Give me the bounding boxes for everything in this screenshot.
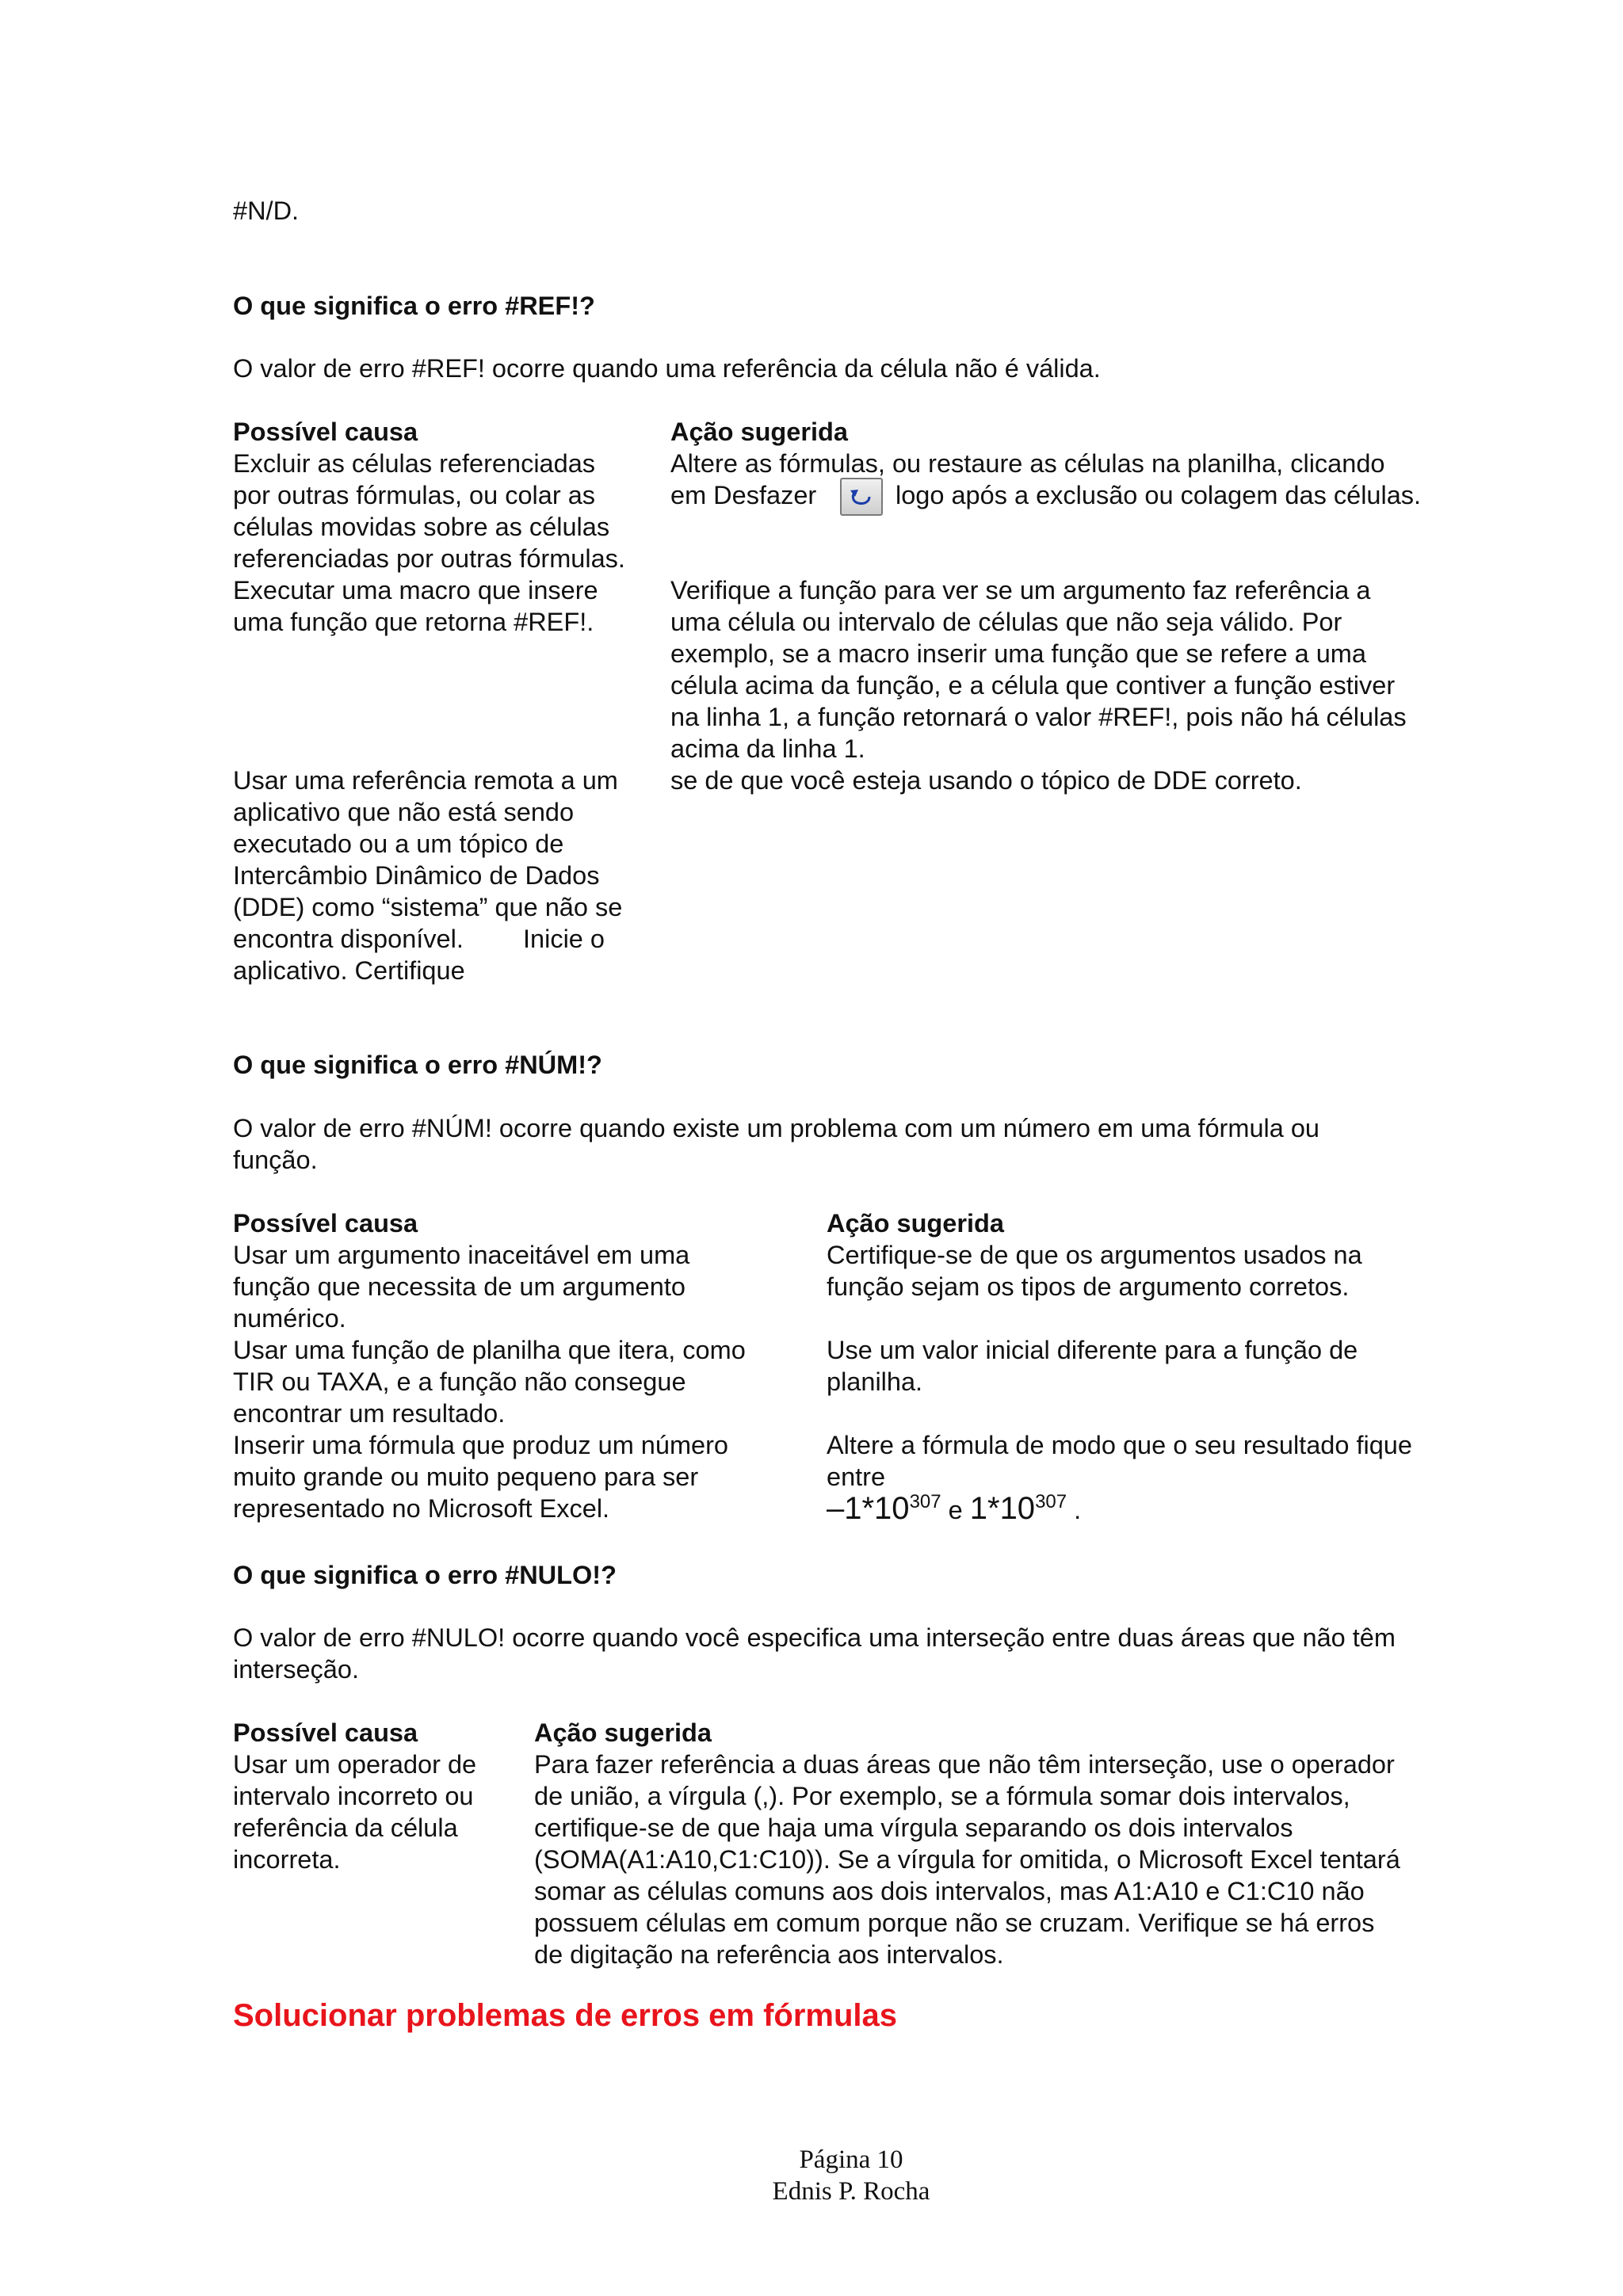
ref-action2-line: uma célula ou intervalo de células que não seja válido. Por	[670, 608, 1342, 636]
ref-action2-line: na linha 1, a função retornará o valor #REF!, pois não há células	[670, 703, 1407, 731]
num-intro-line: função.	[233, 1146, 318, 1174]
ref-action2-line: Verifique a função para ver se um argumento faz referência a	[670, 576, 1371, 605]
num-cause1-line: numérico.	[233, 1304, 346, 1333]
ref-cause3-line: executado ou a um tópico de	[233, 830, 564, 858]
ref-cause-line: por outras fórmulas, ou colar as	[233, 481, 596, 509]
num-cause1-line: função que necessita de um argumento	[233, 1272, 685, 1301]
ref-cause3-line: Intercâmbio Dinâmico de Dados	[233, 861, 600, 890]
ref-cause-line: referenciadas por outras fórmulas.	[233, 544, 625, 573]
num-cause2-line: Usar uma função de planilha que itera, como	[233, 1336, 746, 1364]
nulo-action-line: (SOMA(A1:A10,C1:C10)). Se a vírgula for omitida, o Microsoft Excel tentará	[534, 1845, 1400, 1874]
footer-page-number: Página 10	[799, 2145, 903, 2174]
ref-action1-line-post: logo após a exclusão ou colagem das células.	[896, 481, 1422, 509]
num-intro-line: O valor de erro #NÚM! ocorre quando existe um problema com um número em uma fórmula ou	[233, 1114, 1319, 1142]
num-action1-line: função sejam os tipos de argumento corretos.	[827, 1272, 1350, 1301]
ref-cause-header: Possível causa	[233, 418, 418, 446]
ref-cause-line: Executar uma macro que insere	[233, 576, 598, 605]
formula-part: .	[1067, 1496, 1082, 1524]
formula-exponent: 307	[909, 1491, 941, 1512]
ref-cause3-line: encontra disponível.	[233, 925, 464, 953]
ref-cause3-line: Inicie o	[523, 925, 605, 953]
formula-exponent: 307	[1035, 1491, 1067, 1512]
section-heading-solucionar: Solucionar problemas de erros em fórmulas	[233, 1998, 898, 2033]
nulo-action-line: somar as células comuns aos dois intervalos, mas A1:A10 e C1:C10 não	[534, 1877, 1365, 1905]
formula-part: e	[941, 1496, 970, 1524]
nulo-action-line: de digitação na referência aos intervalos.	[534, 1940, 1004, 1969]
nulo-intro-line: O valor de erro #NULO! ocorre quando você especifica uma interseção entre duas áreas que não têm	[233, 1623, 1396, 1652]
formula-part: 1*10	[969, 1491, 1036, 1526]
nulo-cause-line: incorreta.	[233, 1845, 341, 1874]
ref-action2-line: exemplo, se a macro inserir uma função que se refere a uma	[670, 639, 1366, 668]
num-action1-line: Certifique-se de que os argumentos usados na	[827, 1241, 1362, 1269]
nulo-action-line: Para fazer referência a duas áreas que não têm interseção, use o operador	[534, 1750, 1395, 1779]
num-cause2-line: encontrar um resultado.	[233, 1399, 506, 1428]
nulo-cause-header: Possível causa	[233, 1718, 418, 1747]
undo-icon	[840, 478, 883, 516]
ref-action2-line: célula acima da função, e a célula que contiver a função estiver	[670, 671, 1396, 700]
num-cause3-line: representado no Microsoft Excel.	[233, 1494, 610, 1523]
num-formula	[827, 1493, 1081, 1526]
nulo-heading: O que significa o erro #NULO!?	[233, 1561, 617, 1589]
ref-cause-line: Excluir as células referenciadas	[233, 449, 596, 478]
num-heading: O que significa o erro #NÚM!?	[233, 1051, 602, 1079]
num-cause3-line: muito grande ou muito pequeno para ser	[233, 1463, 699, 1491]
ref-action2-line: acima da linha 1.	[670, 734, 865, 763]
top-fragment: #N/D.	[233, 196, 300, 225]
num-action3-line: entre	[827, 1463, 886, 1491]
nulo-action-line: certifique-se de que haja uma vírgula separando os dois intervalos	[534, 1814, 1293, 1842]
nulo-action-line: de união, a vírgula (,). Por exemplo, se a fórmula somar dois intervalos,	[534, 1782, 1350, 1810]
nulo-cause-line: Usar um operador de	[233, 1750, 477, 1779]
ref-cause3-line: (DDE) como “sistema” que não se	[233, 893, 623, 921]
nulo-cause-line: referência da célula	[233, 1814, 458, 1842]
nulo-action-line: possuem células em comum porque não se cruzam. Verifique se há erros	[534, 1909, 1375, 1937]
num-action2-line: Use um valor inicial diferente para a função de	[827, 1336, 1358, 1364]
ref-heading: O que significa o erro #REF!?	[233, 292, 595, 320]
nulo-cause-line: intervalo incorreto ou	[233, 1782, 474, 1810]
nulo-intro-line: interseção.	[233, 1655, 359, 1684]
num-cause2-line: TIR ou TAXA, e a função não consegue	[233, 1367, 686, 1396]
ref-cause3-line: aplicativo. Certifique	[233, 956, 465, 985]
num-action3-line: Altere a fórmula de modo que o seu resultado fique	[827, 1431, 1412, 1459]
num-action2-line: planilha.	[827, 1367, 923, 1396]
ref-action1-line-pre: em Desfazer	[670, 481, 817, 509]
ref-cause3-line: Usar uma referência remota a um	[233, 766, 618, 795]
ref-action1-line: Altere as fórmulas, ou restaure as células na planilha, clicando	[670, 449, 1385, 478]
num-cause3-line: Inserir uma fórmula que produz um número	[233, 1431, 729, 1459]
formula-part: –1*10	[827, 1491, 910, 1526]
ref-cause-line: células movidas sobre as células	[233, 513, 610, 541]
ref-cause-line: uma função que retorna #REF!.	[233, 608, 594, 636]
ref-cause3-line: aplicativo que não está sendo	[233, 798, 575, 826]
ref-action-header: Ação sugerida	[670, 418, 848, 446]
num-cause1-line: Usar um argumento inaceitável em uma	[233, 1241, 690, 1269]
footer-author: Ednis P. Rocha	[772, 2177, 930, 2206]
num-action-header: Ação sugerida	[827, 1209, 1004, 1238]
ref-intro: O valor de erro #REF! ocorre quando uma referência da célula não é válida.	[233, 354, 1101, 383]
ref-action3-line: se de que você esteja usando o tópico de DDE correto.	[670, 766, 1302, 795]
nulo-action-header: Ação sugerida	[534, 1718, 712, 1747]
num-cause-header: Possível causa	[233, 1209, 418, 1238]
